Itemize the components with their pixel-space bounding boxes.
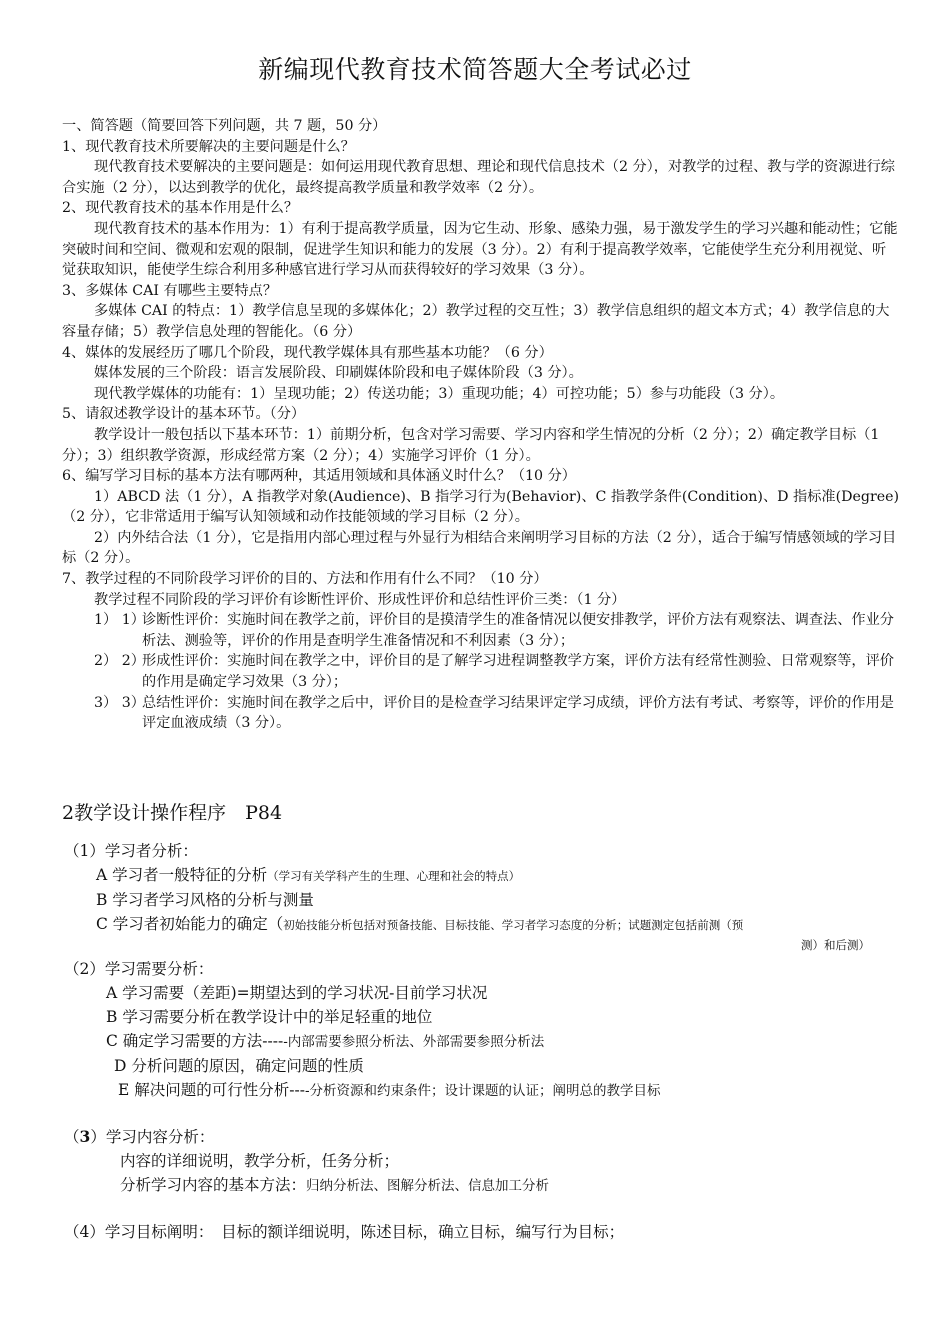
question-7: 7、教学过程的不同阶段学习评价的目的、方法和作用有什么不同？（10 分）	[62, 571, 548, 588]
page-title: 新编现代教育技术简答题大全考试必过	[258, 55, 692, 84]
item-text: C 学习者初始能力的确定（	[96, 915, 284, 933]
answer-7: 教学过程不同阶段的学习评价有诊断性评价、形成性评价和总结性评价三类：（1 分）	[94, 591, 626, 608]
question-6: 6、编写学习目标的基本方法有哪两种，其适用领域和具体涵义时什么？（10 分）	[62, 468, 576, 485]
content-analysis-a: 内容的详细说明，教学分析，任务分析；	[120, 1152, 400, 1170]
item-note: -分析资源和约束条件；设计课题的认证；阐明总的教学目标	[304, 1083, 661, 1099]
item-note: -内部需要参照分析法、外部需要参照分析法	[283, 1034, 545, 1050]
section-heading: 2教学设计操作程序 P84	[62, 802, 283, 824]
objective-statement: （4）学习目标阐明： 目标的额详细说明，陈述目标，确立目标，编写行为目标；	[64, 1223, 625, 1241]
content-analysis-title	[62, 1125, 900, 1149]
list-item-text: 形成性评价：实施时间在教学之中，评价目的是了解学习进程调整教学方案，评价方法有经常性测验、日常观察等，评价的作用是确定学习效果（3 分）；	[142, 653, 894, 691]
answer-4a: 媒体发展的三个阶段：语言发展阶段、印刷媒体阶段和电子媒体阶段（3 分）。	[94, 365, 583, 382]
learner-analysis-c-note-cont: 测）和后测）	[801, 938, 870, 952]
title-part: （	[64, 1128, 80, 1146]
list-item-number: 1） 1）	[94, 612, 145, 629]
needs-analysis-b: B 学习需要分析在教学设计中的举足轻重的地位	[106, 1008, 433, 1026]
answer-6b: 2）内外结合法（1 分），它是指用内部心理过程与外显行为相结合来阐明学习目标的方法（2 分），适合于编写情感领域的学习目标（2 分）。	[62, 529, 897, 567]
answer-6a: 1）ABCD 法（1 分），A 指教学对象(Audience)、B 指学习行为(Behavior)、C 指教学条件(Condition)、D 指标准(Degree)（2 分），它非常适用于编写认知领域和动作技能领域的学习目标（2 分）。	[62, 488, 900, 526]
answer-4b: 现代教学媒体的功能有：1）呈现功能；2）传送功能；3）重现功能；4）可控功能；5）参与功能段（3 分）。	[94, 385, 785, 402]
answer-5: 教学设计一般包括以下基本环节：1）前期分析，包含对学习需要、学习内容和学生情况的分析（2 分）；2）确定教学目标（1 分）；3）组织教学资源，形成经常方案（2 分）；4）实施学习评价（1 分）。	[62, 426, 880, 464]
answer-3: 多媒体 CAI 的特点：1）教学信息呈现的多媒体化；2）教学过程的交互性；3）教学信息组织的超文本方式；4）教学信息的大容量存储；5）教学信息处理的智能化。（6 分）	[62, 303, 890, 340]
needs-analysis-e	[62, 1078, 900, 1103]
learner-analysis-b: B 学习者学习风格的分析与测量	[96, 891, 314, 909]
item-note: （学习有关学科产生的生理、心理和社会的特点）	[267, 869, 521, 883]
list-item	[62, 610, 900, 651]
list-item-text: 诊断性评价：实施时间在教学之前，评价目的是摸清学生的准备情况以便安排教学，评价方法有观察法、调查法、作业分析法、测验等，评价的作用是查明学生准备情况和不利因素（3 分）；	[142, 612, 894, 649]
question-1: 1、现代教育技术所要解决的主要问题是什么？	[62, 138, 355, 155]
needs-analysis-c	[62, 1029, 900, 1054]
item-text: C 确定学习需要的方法----	[106, 1032, 284, 1050]
item-text: A 学习者一般特征的分析	[96, 866, 268, 884]
item-text: E 解决问题的可行性分析---	[118, 1081, 305, 1099]
learner-analysis-c	[62, 912, 900, 937]
qa-section	[62, 116, 900, 734]
question-4: 4、媒体的发展经历了哪几个阶段，现代教学媒体具有那些基本功能？（6 分）	[62, 344, 553, 361]
list-item-number: 3） 3）	[94, 694, 145, 711]
item-note: 归纳分析法、图解分析法、信息加工分析	[306, 1178, 550, 1194]
needs-analysis-a: A 学习需要（差距)=期望达到的学习状况-目前学习状况	[106, 984, 488, 1002]
answer-1: 现代教育技术要解决的主要问题是：如何运用现代教育思想、理论和现代信息技术（2 分），对教学的过程、教与学的资源进行综合实施（2 分），以达到教学的优化，最终提高教学质量和教学效率（2 分）。	[62, 159, 895, 196]
question-3: 3、多媒体 CAI 有哪些主要特点？	[62, 282, 278, 299]
list-item	[62, 651, 900, 692]
learner-analysis-a	[62, 863, 900, 888]
content-analysis-b	[62, 1173, 900, 1198]
list-item	[62, 693, 900, 734]
question-5: 5、请叙述教学设计的基本环节。（分）	[62, 406, 306, 423]
learner-analysis-title: （1）学习者分析：	[64, 842, 198, 860]
list-item-number: 2） 2）	[94, 653, 145, 670]
needs-analysis-title: （2）学习需要分析：	[64, 960, 214, 978]
section-header: 一、简答题（简要回答下列问题，共 7 题，50 分）	[62, 118, 387, 134]
answer-2: 现代教育技术的基本作用为：1）有利于提高教学质量，因为它生动、形象、感染力强，易于激发学生的学习兴趣和能动性；它能突破时间和空间、微观和宏观的限制，促进学生知识和能力的发展（3 分）。2）有利于提高教学效率，它能使学生充分利用视觉、听觉获取知识，能使学生综合利用多种感官进行学习从而获得较好的学习效果（3 分）。	[62, 220, 898, 279]
needs-analysis-d: D 分析问题的原因，确定问题的性质	[114, 1057, 364, 1075]
item-note: 初始技能分析包括对预备技能、目标技能、学习者学习态度的分析；试题测定包括前测（预	[283, 918, 744, 932]
item-text: 分析学习内容的基本方法：	[120, 1176, 307, 1194]
list-item-text: 总结性评价：实施时间在教学之后中，评价目的是检查学习结果评定学习成绩，评价方法有考试、考察等，评价的作用是评定血液成绩（3 分）。	[142, 694, 894, 732]
question-2: 2、现代教育技术的基本作用是什么？	[62, 200, 299, 217]
design-procedure-section	[62, 798, 900, 1244]
title-number: 3	[79, 1127, 91, 1146]
title-part: ）学习内容分析：	[90, 1128, 215, 1146]
